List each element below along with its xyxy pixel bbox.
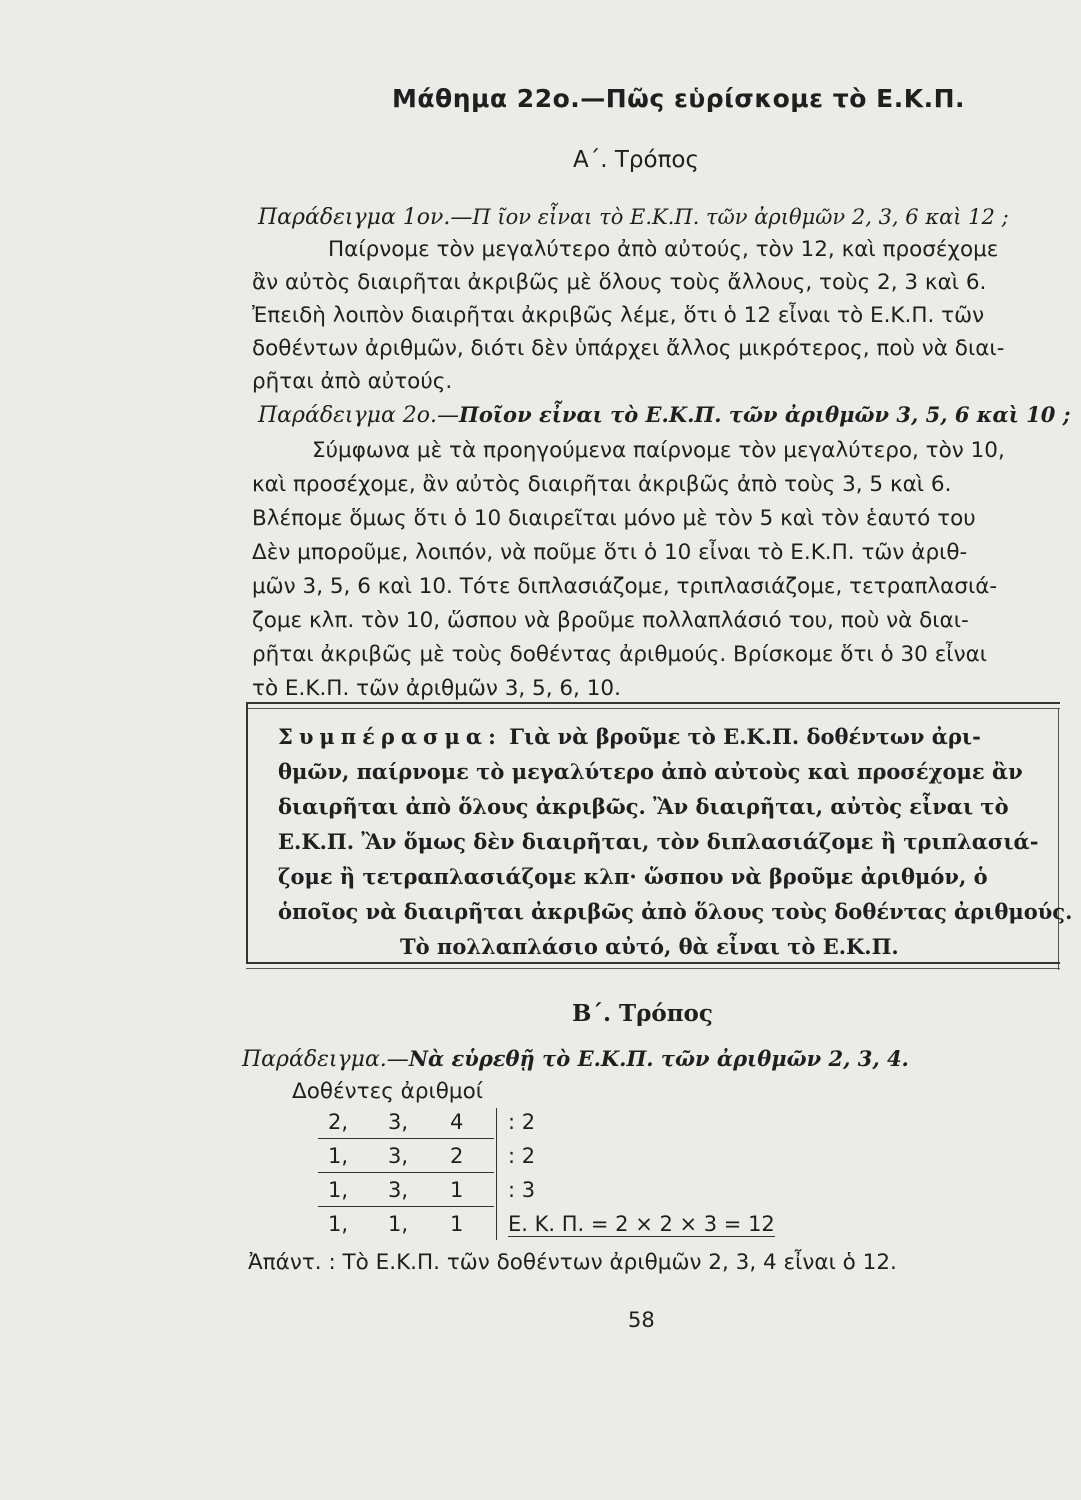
table-underline (318, 1138, 494, 1139)
conclusion-frame-top-inner (248, 708, 1060, 709)
table-cell: 2 (450, 1144, 464, 1168)
method-b-example-heading (242, 1044, 909, 1075)
lesson-title: Μάθημα 22ο.—Πῶς εὑρίσκομε τὸ Ε.Κ.Π. (392, 84, 965, 113)
table-cell: 1, (388, 1212, 409, 1236)
conclusion-line: διαιρῆται ἀπὸ ὅλους ἀκριβῶς. Ἂν διαιρῆται, αὐτὸς εἶναι τὸ (278, 794, 1009, 819)
example2-heading (258, 400, 1070, 431)
table-cell: 1, (328, 1212, 349, 1236)
method-a-heading: Α΄. Τρόπος (573, 147, 699, 173)
example1-line: ρῆται ἀπὸ αὐτούς. (252, 369, 453, 394)
example1-label: Παράδειγμα 1ον.— (258, 205, 473, 230)
table-cell: 2, (328, 1110, 349, 1134)
example2-line: Σύμφωνα μὲ τὰ προηγούμενα παίρνομε τὸν μεγαλύτερο, τὸν 10, (312, 438, 1005, 463)
table-divisor: : 2 (508, 1144, 536, 1168)
example2-line: τὸ Ε.Κ.Π. τῶν ἀριθμῶν 3, 5, 6, 10. (252, 676, 621, 701)
table-cell: 4 (450, 1110, 464, 1134)
answer: Ἀπάντ. : Τὸ Ε.Κ.Π. τῶν δοθέντων ἀριθμῶν 2, 3, 4 εἶναι ὁ 12. (248, 1250, 897, 1275)
page-number: 58 (628, 1308, 655, 1332)
example1-line: ἂν αὐτὸς διαιρῆται ἀκριβῶς μὲ ὅλους τοὺς ἄλλους, τοὺς 2, 3 καὶ 6. (252, 270, 987, 295)
example1-question: Π ῖον εἶναι τὸ Ε.Κ.Π. τῶν ἀριθμῶν 2, 3, 6 καὶ 12 ; (472, 205, 1009, 229)
conclusion-label: Συμπέρασμα: (278, 724, 502, 749)
method-b-example-question: Νὰ εὑρεθῇ τὸ Ε.Κ.Π. τῶν ἀριθμῶν 2, 3, 4. (408, 1046, 909, 1071)
table-cell: 1, (328, 1178, 349, 1202)
example1-line: δοθέντων ἀριθμῶν, διότι δὲν ὑπάρχει ἄλλος μικρότερος, ποὺ νὰ διαι- (252, 336, 1005, 361)
table-caption: Δοθέντες ἀριθμοί (292, 1079, 484, 1104)
table-cell: 3, (388, 1110, 409, 1134)
table-cell: 1 (450, 1212, 464, 1236)
conclusion-frame-bottom-inner (246, 968, 1060, 969)
method-b-example-label: Παράδειγμα.— (242, 1047, 409, 1072)
conclusion-first-line (278, 722, 981, 752)
conclusion-line: Τὸ πολλαπλάσιο αὐτό, θὰ εἶναι τὸ Ε.Κ.Π. (400, 934, 899, 959)
example2-line: μῶν 3, 5, 6 καὶ 10. Τότε διπλασιάζομε, τριπλασιάζομε, τετραπλασιά- (252, 574, 998, 599)
conclusion-line: ὁποῖος νὰ διαιρῆται ἀκριβῶς ἀπὸ ὅλους τοὺς δοθέντας ἀριθμούς. (278, 899, 1073, 924)
example2-line: Βλέπομε ὅμως ὅτι ὁ 10 διαιρεῖται μόνο μὲ τὸν 5 καὶ τὸν ἑαυτό του (252, 506, 976, 531)
conclusion-frame-left (246, 702, 248, 964)
example2-label: Παράδειγμα 2ο.— (258, 403, 460, 428)
table-result: Ε. Κ. Π. = 2 × 2 × 3 = 12 (508, 1212, 775, 1236)
table-divisor: : 2 (508, 1110, 536, 1134)
example1-heading (258, 202, 1009, 233)
example1-line: Ἐπειδὴ λοιπὸν διαιρῆται ἀκριβῶς λέμε, ὅτι ὁ 12 εἶναι τὸ Ε.Κ.Π. τῶν (252, 303, 985, 328)
conclusion-line: θμῶν, παίρνομε τὸ μεγαλύτερο ἀπὸ αὐτοὺς καὶ προσέχομε ἂν (278, 759, 1023, 784)
table-cell: 3, (388, 1144, 409, 1168)
example2-line: ζομε κλπ. τὸν 10, ὥσπου νὰ βροῦμε πολλαπλάσιό του, ποὺ νὰ διαι- (252, 608, 969, 633)
conclusion-line: Γιὰ νὰ βροῦμε τὸ Ε.Κ.Π. δοθέντων ἀρι- (509, 724, 981, 749)
table-underline (318, 1172, 494, 1173)
method-b-heading: Β΄. Τρόπος (572, 1000, 713, 1027)
table-divider (496, 1108, 497, 1240)
conclusion-line: ζομε ἢ τετραπλασιάζομε κλπ· ὥσπου νὰ βροῦμε ἀριθμόν, ὁ (278, 864, 988, 889)
conclusion-frame-right (1058, 708, 1059, 970)
conclusion-frame-bottom (246, 962, 1060, 964)
conclusion-frame-top (248, 702, 1060, 704)
table-underline (318, 1206, 494, 1207)
table-cell: 1, (328, 1144, 349, 1168)
example2-line: ρῆται ἀκριβῶς μὲ τοὺς δοθέντας ἀριθμούς. Βρίσκομε ὅτι ὁ 30 εἶναι (252, 642, 988, 667)
example2-question: Ποῖον εἶναι τὸ Ε.Κ.Π. τῶν ἀριθμῶν 3, 5, 6 καὶ 10 ; (459, 402, 1071, 427)
conclusion-line: Ε.Κ.Π. Ἂν ὅμως δὲν διαιρῆται, τὸν διπλασιάζομε ἢ τριπλασιά- (278, 829, 1039, 854)
table-cell: 1 (450, 1178, 464, 1202)
example2-line: Δὲν μποροῦμε, λοιπόν, νὰ ποῦμε ὅτι ὁ 10 εἶναι τὸ Ε.Κ.Π. τῶν ἀριθ- (252, 540, 968, 565)
table-divisor: : 3 (508, 1178, 536, 1202)
table-cell: 3, (388, 1178, 409, 1202)
example2-line: καὶ προσέχομε, ἂν αὐτὸς διαιρῆται ἀκριβῶς ἀπὸ τοὺς 3, 5 καὶ 6. (252, 472, 952, 497)
example1-line: Παίρνομε τὸν μεγαλύτερο ἀπὸ αὐτούς, τὸν 12, καὶ προσέχομε (328, 237, 999, 262)
